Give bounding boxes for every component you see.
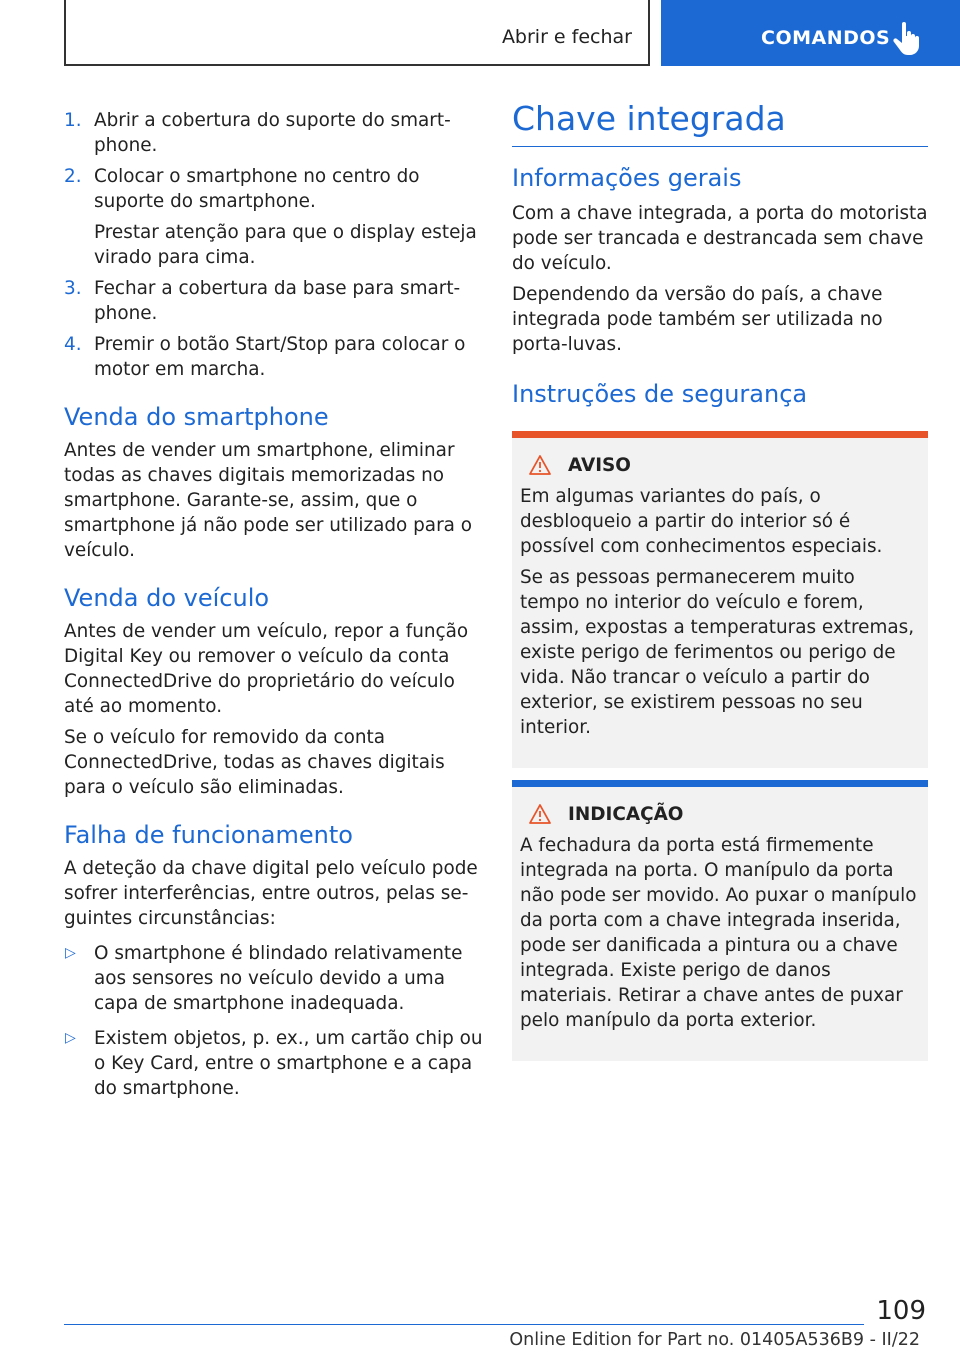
warning-label: AVISO: [568, 454, 631, 476]
edition-note: Online Edition for Part no. 01405A536B9 - II/22: [509, 1330, 920, 1350]
step-number: 4.: [64, 334, 82, 355]
section-title: Abrir e fechar: [501, 26, 632, 48]
sell-vehicle-text-2: Se o veículo for removido da conta ConnectedDrive, todas as chaves digitais para o veículo são eliminadas.: [64, 727, 445, 798]
warning-box: [512, 431, 928, 768]
heading-general-info: Informações gerais: [512, 164, 742, 192]
step-text: Premir o botão Start/Stop para colocar o motor em marcha.: [94, 334, 466, 380]
step-text: Fechar a cobertura da base para smartphone.: [94, 278, 461, 324]
step-text: Colocar o smartphone no centro do suporte do smartphone.: [94, 166, 420, 212]
notice-triangle-icon: [528, 803, 552, 825]
title-divider: [512, 146, 928, 147]
list-item-text: O smartphone é blindado relativamente aos sensores no veículo devido a uma capa de smartphone inadequada.: [94, 943, 463, 1014]
general-text-1: Com a chave integrada, a porta do motorista pode ser trancada e destrancada sem chave do veículo.: [512, 203, 928, 274]
right-column: [512, 96, 928, 1061]
step-1: [64, 108, 484, 158]
step-3: [64, 276, 484, 326]
warning-text-2: Se as pessoas permanecerem muito tempo no interior do veículo e forem, assim, expostas a temperaturas extremas, existe perigo de ferimentos ou perigo de vida. Não trancar o veículo a partir do exterior, se existirem pessoas no seu interior.: [520, 567, 915, 738]
heading-malfunction: Falha de funcionamento: [64, 821, 353, 849]
list-item: [64, 941, 484, 1016]
page-title: Chave integrada: [512, 99, 786, 138]
hand-pointer-icon: [893, 22, 921, 56]
heading-sell-phone: Venda do smartphone: [64, 403, 329, 431]
malfunction-text: A deteção da chave digital pelo veículo pode sofrer interferências, entre outros, pelas seguintes circunstâncias:: [64, 858, 478, 929]
left-column: [64, 108, 484, 1107]
heading-sell-vehicle: Venda do veículo: [64, 584, 270, 612]
warning-text-1: Em algumas variantes do país, o desbloqueio a partir do interior só é possível com conhecimentos especiais.: [520, 486, 883, 557]
notice-text: A fechadura da porta está firmemente integrada na porta. O manípulo da porta não pode ser movido. Ao puxar o manípulo da porta com a chave integrada inserida, pode ser danificada a pintura ou a chave integrada. Existe perigo de danos materiais. Retirar a chave antes de puxar pelo manípulo da porta exterior.: [520, 835, 917, 1031]
step-2: [64, 164, 484, 214]
step-number: 2.: [64, 166, 82, 187]
footer-divider: [64, 1324, 864, 1325]
step-number: 3.: [64, 278, 82, 299]
notice-label: INDICAÇÃO: [568, 803, 684, 825]
chapter-tab: [661, 0, 960, 66]
warning-bar: [512, 431, 928, 438]
general-text-2: Dependendo da versão do país, a chave integrada pode também ser utilizada no porta-luvas.: [512, 284, 883, 355]
page-number: 109: [876, 1296, 926, 1326]
sell-vehicle-text-1: Antes de vender um veículo, repor a função Digital Key ou remover o veículo da conta ConnectedDrive do proprietário do veículo até ao momento.: [64, 621, 469, 717]
header-section-box: [64, 0, 650, 66]
sell-phone-text: Antes de vender um smartphone, eliminar todas as chaves digitais memorizadas no smartphone. Garante-se, assim, que o smartphone já não pode ser utilizado para o veículo.: [64, 440, 473, 561]
list-item: [64, 1026, 484, 1101]
list-item-text: Existem objetos, p. ex., um cartão chip ou o Key Card, entre o smartphone e a capa do smartphone.: [94, 1028, 483, 1099]
chapter-title: COMANDOS: [761, 27, 891, 49]
step-text: Abrir a cobertura do suporte do smartphone.: [94, 110, 451, 156]
notice-box: [512, 780, 928, 1061]
triangle-bullet-icon: ▷: [65, 1030, 76, 1046]
triangle-bullet-icon: ▷: [65, 945, 76, 961]
step-2-note: Prestar atenção para que o display esteja virado para cima.: [94, 222, 477, 268]
heading-safety: Instruções de segurança: [512, 380, 808, 408]
step-number: 1.: [64, 110, 82, 131]
warning-triangle-icon: [528, 454, 552, 476]
notice-bar: [512, 780, 928, 787]
step-4: [64, 332, 484, 382]
